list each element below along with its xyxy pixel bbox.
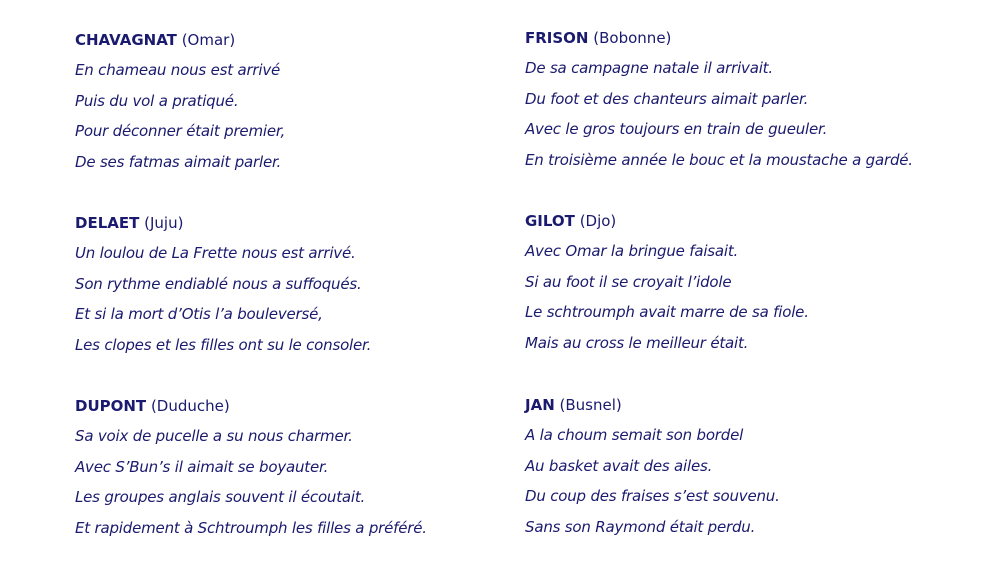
poem-line: Son rythme endiablé nous a suffoqués. [75,274,362,293]
poem-line: Un loulou de La Frette nous est arrivé. [75,244,356,262]
poem-line: Et si la mort d’Otis l’a bouleversé, [75,305,323,323]
poem-line: Avec Omar la bringue faisait. [525,242,739,260]
entry-nickname: (Juju) [144,214,184,232]
entry-heading [75,391,545,421]
entry-surname: DUPONT [75,397,147,415]
entry-heading [525,23,992,53]
poem-entry-dupont [75,391,545,543]
entry-heading [525,390,992,420]
poem-entry-delaet [75,208,545,360]
entry-nickname: (Busnel) [559,396,622,414]
poem-line: Au basket avait des ailes. [525,456,713,475]
poem-entry-jan [525,390,992,542]
poem-line: Pour déconner était premier, [75,122,286,140]
entry-heading [75,25,545,55]
entry-nickname: (Djo) [579,212,617,230]
poem-line: Sans son Raymond était perdu. [525,517,756,536]
entry-surname: DELAET [75,214,140,232]
poem-line: En chameau nous est arrivé [75,61,281,79]
poem-line: Avec S’Bun’s il aimait se boyauter. [75,457,329,476]
poem-line: En troisième année le bouc et la moustache a gardé. [525,150,913,169]
poem-entry-frison [525,23,992,175]
poem-line: Et rapidement à Schtroumph les filles a préféré. [75,518,427,537]
poem-line: Le schtroumph avait marre de sa fiole. [525,303,809,321]
poem-line: De ses fatmas aimait parler. [75,152,282,171]
poem-line: Du coup des fraises s’est souvenu. [525,487,780,505]
entry-surname: GILOT [525,212,575,230]
entry-surname: FRISON [525,29,589,47]
poem-line: Les groupes anglais souvent il écoutait. [75,488,366,506]
poem-line: De sa campagne natale il arrivait. [525,59,773,77]
poem-line: Mais au cross le meilleur était. [525,333,749,352]
entry-nickname: (Duduche) [150,397,230,415]
poem-line: Puis du vol a pratiqué. [75,91,239,110]
entry-nickname: (Omar) [181,31,236,49]
poem-line: Si au foot il se croyait l’idole [525,272,732,291]
entry-surname: CHAVAGNAT [75,31,177,49]
entry-nickname: (Bobonne) [593,29,672,47]
poem-line: Les clopes et les filles ont su le consoler. [75,335,372,354]
poem-entry-gilot [525,206,992,358]
poem-line: Sa voix de pucelle a su nous charmer. [75,427,353,445]
entry-heading [75,208,545,238]
entry-surname: JAN [525,396,555,414]
poem-line: Du foot et des chanteurs aimait parler. [525,89,809,108]
poem-entry-chavagnat [75,25,545,177]
poem-line: Avec le gros toujours en train de gueuler. [525,120,828,138]
entry-heading [525,206,992,236]
poem-line: A la choum semait son bordel [525,426,744,444]
